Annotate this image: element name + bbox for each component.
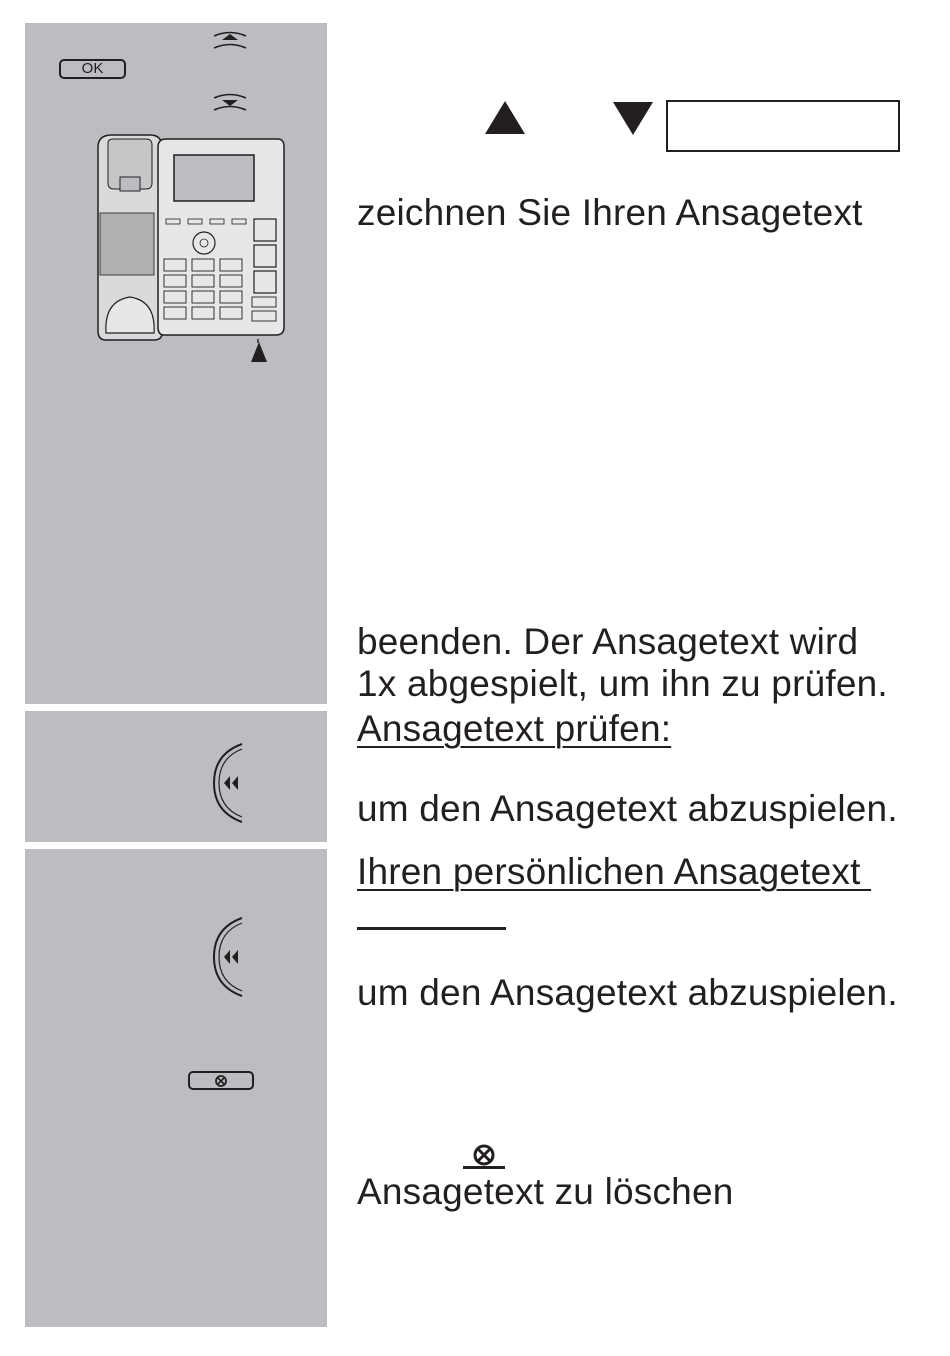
text-record: zeichnen Sie Ihren Ansagetext <box>357 192 863 233</box>
arrow-down-icon <box>612 100 654 136</box>
ok-key-icon: OK <box>59 59 126 79</box>
text-end-2: 1x abgespielt, um ihn zu prüfen. <box>357 663 888 704</box>
heading-personal: Ihren persönlichen Ansagetext <box>357 851 872 892</box>
delete-symbol-icon <box>463 1143 505 1169</box>
delete-key-icon <box>188 1071 254 1091</box>
step-panel-check <box>25 711 327 842</box>
text-end-1: beenden. Der Ansagetext wird <box>357 621 859 662</box>
play-back-icon <box>208 742 248 824</box>
arrow-up-icon <box>484 100 526 136</box>
step-panel-record <box>25 23 327 704</box>
text-play-1: um den Ansagetext abzuspielen. <box>357 788 898 829</box>
text-delete: Ansagetext zu löschen <box>357 1171 734 1212</box>
step-panel-personal <box>25 849 327 1327</box>
down-key-icon <box>212 92 248 114</box>
heading-check: Ansagetext prüfen: <box>357 708 672 749</box>
text-play-2: um den Ansagetext abzuspielen. <box>357 972 898 1013</box>
underline-rule <box>357 927 506 930</box>
play-back-icon <box>208 916 248 998</box>
phone-device-icon <box>92 133 292 343</box>
up-key-icon <box>212 30 248 52</box>
display-box <box>666 100 900 152</box>
pointer-arrow-icon <box>250 340 268 364</box>
